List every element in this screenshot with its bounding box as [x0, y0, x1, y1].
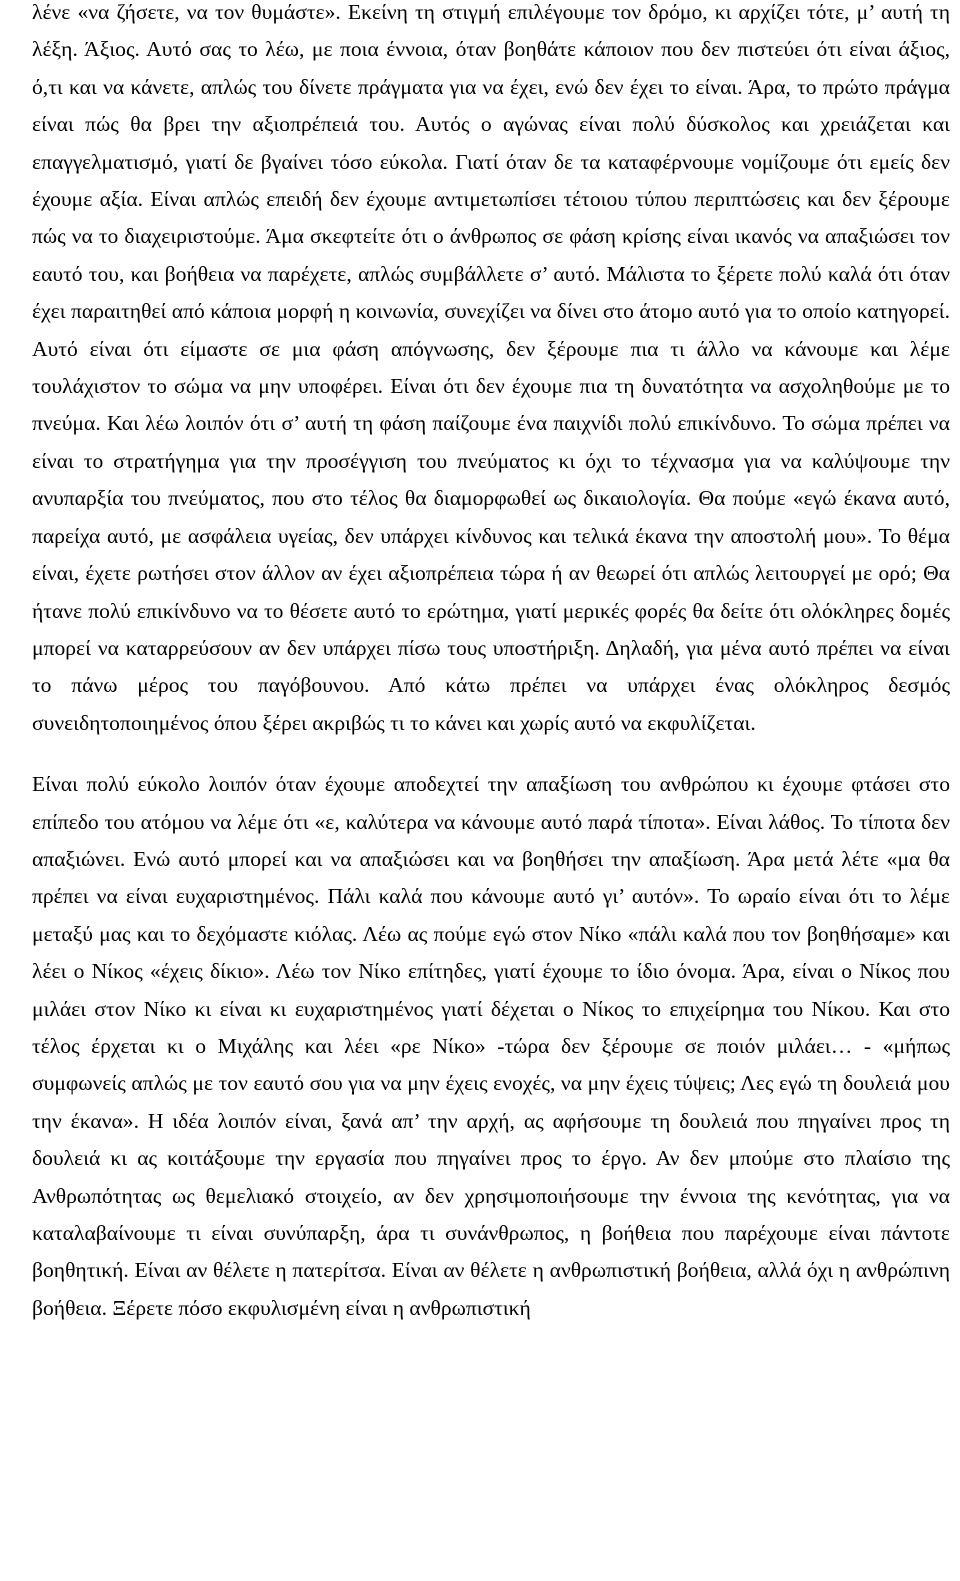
body-paragraph-2: Είναι πολύ εύκολο λοιπόν όταν έχουμε αποδεχτεί την απαξίωση του ανθρώπου κι έχουμε φτάσει στο επίπεδο του ατόμου να λέμε ότι «ε, καλύτερα να κάνουμε αυτό παρά τίποτα». Είναι λάθος. Το τίποτα δεν απαξιώνει. Ενώ αυτό μπορεί και να απαξιώσει και να βοηθήσει την απαξίωση. Άρα μετά λέτε «μα θα πρέπει να είναι ευχαριστημένος. Πάλι καλά που κάνουμε αυτό γι’ αυτόν». Το ωραίο είναι ότι το λέμε μεταξύ μας και το δεχόμαστε κιόλας. Λέω ας πούμε εγώ στον Νίκο «πάλι καλά που τον βοηθήσαμε» και λέει ο Νίκος «έχεις δίκιο». Λέω τον Νίκο επίτηδες, γιατί έχουμε το ίδιο όνομα. Άρα, είναι ο Νίκος που μιλάει στον Νίκο κι είναι κι ευχαριστημένος γιατί δέχεται ο Νίκος το επιχείρημα του Νίκου. Και στο τέλος έρχεται κι ο Μιχάλης και λέει «ρε Νίκο» -τώρα δεν ξέρουμε σε ποιόν μιλάει… - «μήπως συμφωνείς απλώς με τον εαυτό σου για να μην έχεις ενοχές, να μην έχεις τύψεις; Λες εγώ τη δουλειά μου την έκανα». Η ιδέα λοιπόν είναι, ξανά απ’ την αρχή, ας αφήσουμε τη δουλειά που πηγαίνει προς τη δουλειά κι ας κοιτάξουμε την εργασία που πηγαίνει προς το έργο. Αν δεν μπούμε στο πλαίσιο της Ανθρωπότητας ως θεμελιακό στοιχείο, αν δεν χρησιμοποιήσουμε την έννοια της κενότητας, για να καταλαβαίνουμε τι είναι συνύπαρξη, άρα τι συνάνθρωπος, η βοήθεια που παρέχουμε είναι πάντοτε βοηθητική. Είναι αν θέλετε η πατερίτσα. Είναι αν θέλετε η ανθρωπιστική βοήθεια, αλλά όχι η ανθρώπινη βοήθεια. Ξέρετε πόσο εκφυλισμένη είναι η ανθρωπιστική [32, 772, 950, 1320]
body-paragraph-1: λένε «να ζήσετε, να τον θυμάστε». Εκείνη τη στιγμή επιλέγουμε τον δρόμο, κι αρχίζει τότε, μ’ αυτή τη λέξη. Άξιος. Αυτό σας το λέω, με ποια έννοια, όταν βοηθάτε κάποιον που δεν πιστεύει ότι είναι άξιος, ό,τι και να κάνετε, απλώς του δίνετε πράγματα για να έχει, ενώ δεν έχει το είναι. Άρα, το πρώτο πράγμα είναι πώς θα βρει την αξιοπρέπειά του. Αυτός ο αγώνας είναι πολύ δύσκολος και χρειάζεται και επαγγελματισμό, γιατί δε βγαίνει τόσο εύκολα. Γιατί όταν δε τα καταφέρνουμε νομίζουμε ότι εμείς δεν έχουμε αξία. Είναι απλώς επειδή δεν έχουμε αντιμετωπίσει τέτοιου τύπου περιπτώσεις και δεν ξέρουμε πώς να το διαχειριστούμε. Άμα σκεφτείτε ότι ο άνθρωπος σε φάση κρίσης είναι ικανός να απαξιώσει τον εαυτό του, και βοήθεια να παρέχετε, απλώς συμβάλλετε σ’ αυτό. Μάλιστα το ξέρετε πολύ καλά ότι όταν έχει παραιτηθεί από κάποια μορφή η κοινωνία, συνεχίζει να δίνει στο άτομο αυτό για το οποίο κατηγορεί. Αυτό είναι ότι είμαστε σε μια φάση απόγνωσης, δεν ξέρουμε πια τι άλλο να κάνουμε και λέμε τουλάχιστον το σώμα να μην υποφέρει. Είναι ότι δεν έχουμε πια τη δυνατότητα να ασχοληθούμε με το πνεύμα. Και λέω λοιπόν ότι σ’ αυτή τη φάση παίζουμε ένα παιχνίδι πολύ επικίνδυνο. Το σώμα πρέπει να είναι το στρατήγημα για την προσέγγιση του πνεύματος κι όχι το τέχνασμα για να καλύψουμε την ανυπαρξία του πνεύματος, που στο τέλος θα διαμορφωθεί ως δικαιολογία. Θα πούμε «εγώ έκανα αυτό, παρείχα αυτό, με ασφάλεια υγείας, δεν υπάρχει κίνδυνος και τελικά έκανα την αποστολή μου». Το θέμα είναι, έχετε ρωτήσει στον άλλον αν έχει αξιοπρέπεια τώρα ή αν θεωρεί ότι απλώς λειτουργεί με ορό; Θα ήτανε πολύ επικίνδυνο να το θέσετε αυτό το ερώτημα, γιατί μερικές φορές θα δείτε ότι ολόκληρες δομές μπορεί να καταρρεύσουν αν δεν υπάρχει πίσω τους υποστήριξη. Δηλαδή, για μένα αυτό πρέπει να είναι το πάνω μέρος του παγόβουνου. Από κάτω πρέπει να υπάρχει ένας ολόκληρος δεσμός συνειδητοποιημένος όπου ξέρει ακριβώς τι το κάνει και χωρίς αυτό να εκφυλίζεται. [32, 0, 950, 735]
document-page [32, 0, 950, 1327]
